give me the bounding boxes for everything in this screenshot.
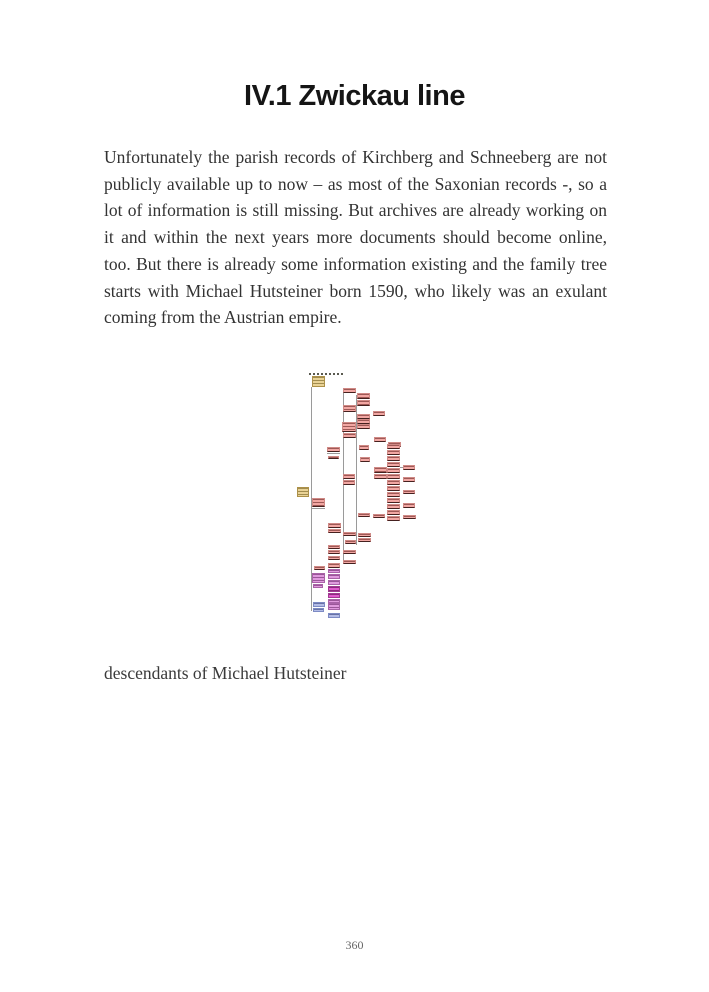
tree-person-box	[328, 613, 340, 618]
tree-person-box	[387, 444, 400, 449]
tree-person-box	[358, 538, 371, 542]
tree-person-box	[328, 580, 340, 585]
tree-person-box	[312, 376, 325, 387]
tree-person-box	[357, 393, 370, 399]
tree-person-box	[374, 474, 387, 479]
tree-person-box	[345, 540, 356, 544]
tree-person-box	[312, 498, 325, 507]
tree-person-box	[328, 586, 340, 592]
body-paragraph: Unfortunately the parish records of Kirchberg and Schneeberg are not publicly available up to now – as most of the Saxonian records -, so a lot of information is still missing. But archives are already working on it and within the next years more documents should become online, too. But there is already some information existing and the family tree starts with Michael Hutsteiner born 1590, who likely was an exulant coming from the Austrian empire.	[104, 147, 607, 328]
page-number: 360	[345, 938, 364, 952]
tree-person-box	[312, 573, 325, 583]
tree-person-box	[328, 563, 340, 568]
tree-person-box	[403, 477, 415, 482]
tree-person-box	[342, 422, 356, 432]
tree-person-box	[387, 474, 400, 479]
tree-person-box	[328, 523, 341, 528]
tree-person-box	[359, 445, 369, 450]
tree-person-box	[343, 560, 356, 564]
tree-person-box	[328, 593, 340, 598]
tree-person-box	[374, 437, 386, 442]
tree-person-box	[403, 503, 415, 508]
tree-person-box	[327, 447, 340, 452]
tree-person-box	[358, 533, 371, 537]
tree-person-box	[343, 532, 356, 536]
tree-person-box	[328, 556, 340, 560]
tree-person-box	[328, 603, 340, 610]
page-title: IV.1 Zwickau line	[244, 80, 465, 112]
tree-person-box	[328, 529, 341, 533]
tree-connector-line	[327, 453, 340, 454]
tree-person-box	[343, 405, 356, 412]
tree-person-box	[387, 462, 400, 467]
tree-person-box	[343, 433, 356, 438]
tree-person-box	[403, 490, 415, 494]
tree-person-box	[328, 456, 339, 459]
tree-person-box	[360, 457, 370, 462]
tree-person-box	[343, 388, 356, 393]
tree-person-box	[313, 602, 325, 607]
tree-person-box	[297, 487, 309, 497]
tree-person-box	[387, 450, 400, 455]
tree-person-box	[387, 516, 400, 521]
tree-person-box	[343, 474, 355, 479]
tree-person-box	[328, 550, 340, 554]
tree-person-box	[328, 545, 340, 549]
tree-person-box	[373, 411, 385, 416]
tree-person-box	[357, 400, 370, 406]
tree-person-box	[358, 513, 370, 517]
tree-title-text	[309, 373, 345, 375]
tree-person-box	[343, 550, 356, 554]
tree-person-box	[403, 515, 416, 519]
figure-caption: descendants of Michael Hutsteiner	[104, 663, 347, 683]
tree-person-box	[343, 480, 355, 485]
tree-person-box	[387, 510, 400, 515]
tree-person-box	[387, 456, 400, 461]
tree-connector-line	[312, 508, 325, 509]
tree-person-box	[387, 504, 400, 509]
tree-person-box	[374, 467, 387, 473]
tree-person-box	[313, 584, 323, 588]
tree-person-box	[387, 480, 400, 485]
tree-person-box	[403, 465, 415, 470]
family-tree-figure	[293, 367, 425, 623]
tree-person-box	[373, 514, 385, 518]
tree-person-box	[328, 569, 340, 573]
tree-person-box	[387, 468, 400, 473]
tree-person-box	[387, 486, 400, 491]
tree-person-box	[357, 424, 370, 429]
tree-person-box	[387, 498, 400, 503]
tree-person-box	[328, 574, 340, 579]
tree-person-box	[314, 566, 325, 570]
tree-person-box	[387, 492, 400, 497]
tree-person-box	[313, 608, 324, 612]
